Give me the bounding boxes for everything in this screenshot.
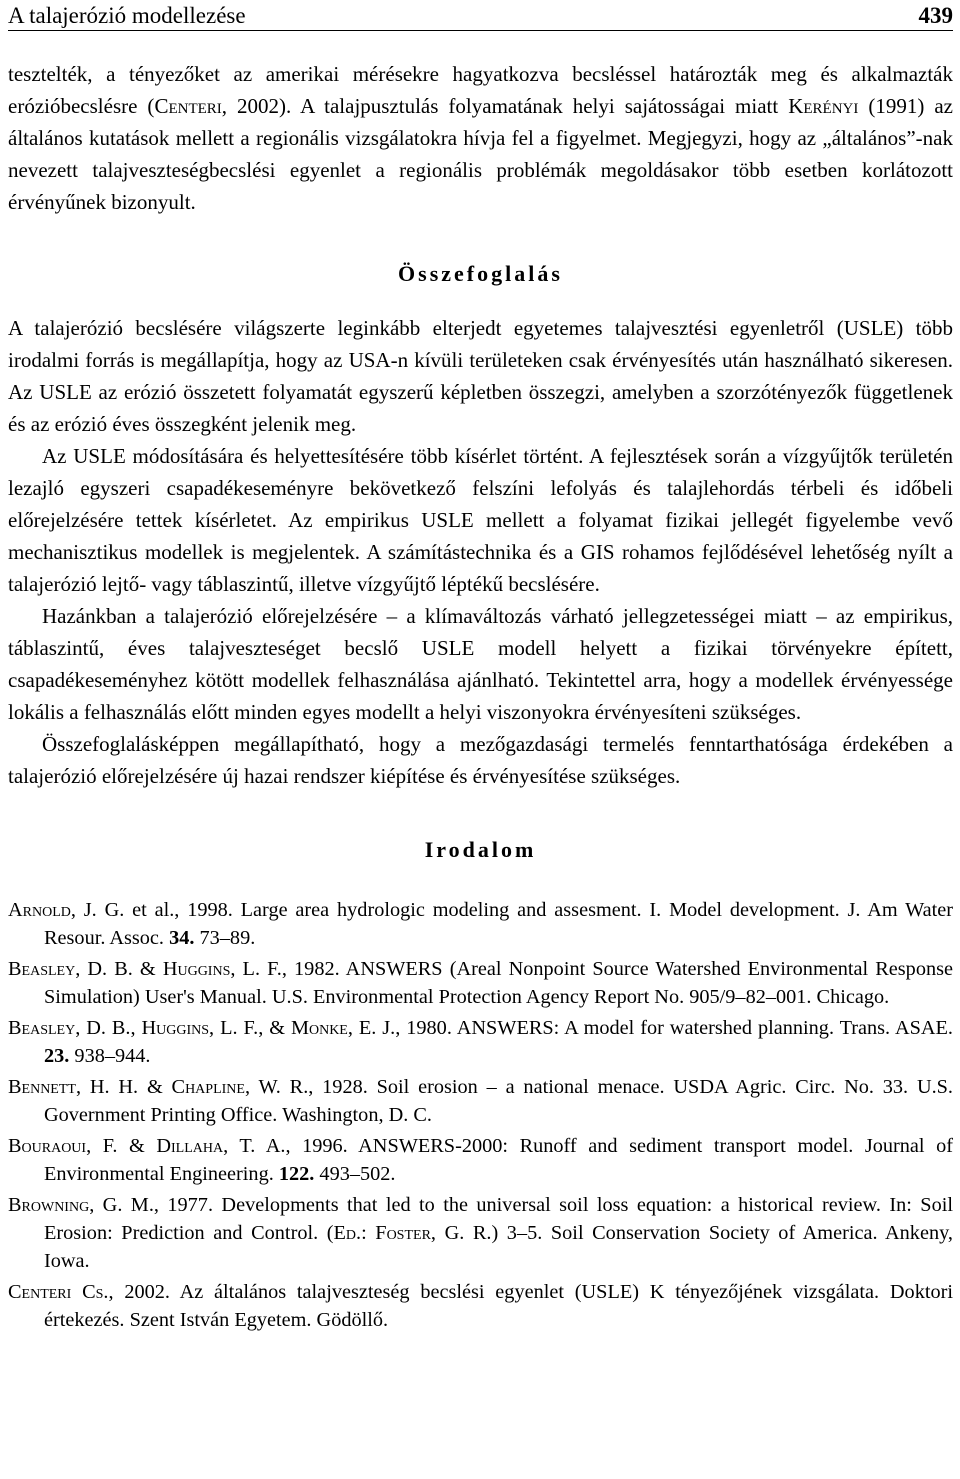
author-name: Chapline [171, 1076, 245, 1098]
reference-item [8, 1073, 953, 1129]
summary-paragraph: Hazánkban a talajerózió előrejelzésére – a klímaváltozás várható jellegzetességei miatt – az empirikus, táblaszintű, éves talajveszteséget becslő USLE modell helyett a fizikai törvényekre épített, csapadékeseményhez kötött modellek felhasználása ajánlható. Tekintettel arra, hogy a modellek érvényessége lokális a felhasználás előtt minden egyes modellt a helyi viszonyokra érvényesíteni szükséges. [8, 604, 953, 724]
author-name: Beasley [8, 1017, 76, 1039]
reference-item [8, 1278, 953, 1334]
author-name: Dillaha [156, 1135, 224, 1157]
text-run: , T. A., 1996. ANSWERS-2000: Runoff and sediment transport model. Journal of Environmental Engineering. [44, 1135, 953, 1185]
text-run: , E. J., 1980. ANSWERS: A model for watershed planning. Trans. ASAE. [347, 1017, 953, 1039]
author-name: Foster [375, 1222, 431, 1244]
reference-item [8, 955, 953, 1011]
reference-item [8, 896, 953, 952]
text-run: , G. M., 1977. Developments that led to the universal soil loss equation: a historical review. In: Soil Erosion: Prediction and Control. ( [44, 1194, 953, 1244]
author-name: Kerényi [788, 94, 859, 118]
running-header [8, 0, 953, 31]
text-run: , 2002). A talajpusztulás folyamatának helyi sajátosságai miatt [221, 94, 789, 118]
text-run: tesztelték, a tényezőket az amerikai mérésekre hagyatkozva becsléssel határozták meg és alkalmazták erózióbecslésre ( [8, 62, 953, 118]
intro-paragraph [8, 58, 953, 218]
summary-paragraph: A talajerózió becslésére világszerte leginkább elterjedt egyetemes talajvesztési egyenletről (USLE) több irodalmi forrás is megállapítja, hogy az USA-n kívüli területeken csak érvényesítés után használható sikeresen. Az USLE az erózió összetett folyamatát egyszerű képletben összegzi, amelyben a szorzótényezők függetlenek és az erózió éves összegként jelenik meg. [8, 316, 953, 436]
text-run: , H. H. & [75, 1076, 172, 1098]
author-name: Browning [8, 1194, 90, 1216]
text-run: , J. G. et al., 1998. Large area hydrologic modeling and assesment. I. Model development. J. Am Water Resour. Assoc. [44, 899, 953, 949]
text-run: , 2002. Az általános talajveszteség becslési egyenlet (USLE) K tényezőjének vizsgálata. Doktori értekezés. Szent István Egyetem. Gödöllő. [44, 1281, 953, 1331]
text-run: , D. B. & [75, 958, 163, 980]
author-name: Bennett [8, 1076, 76, 1098]
author-name: Huggins [141, 1017, 210, 1039]
author-name: Bouraoui [8, 1135, 87, 1157]
volume-number: 34. [169, 927, 195, 949]
text-run: : [361, 1222, 376, 1244]
text-run: , L. F., 1982. ANSWERS (Areal Nonpoint Source Watershed Environmental Response Simulation) User's Manual. U.S. Environmental Protection Agency Report No. 905/9–82–001. Chicago. [44, 958, 953, 1008]
summary-paragraph: Összefoglalásképpen megállapítható, hogy a mezőgazdasági termelés fenntarthatósága érdekében a talajerózió előrejelzésére új hazai rendszer kiépítése és érvényesítése szükséges. [8, 732, 953, 788]
author-name: Arnold [8, 899, 71, 921]
running-title: A talajerózió modellezése [8, 3, 246, 28]
text-run: , G. R.) 3–5. Soil Conservation Society of America. Ankeny, Iowa. [44, 1222, 953, 1272]
text-run: , L. F., & [209, 1017, 291, 1039]
text-run: 493–502. [314, 1163, 396, 1185]
author-name: Beasley [8, 958, 76, 980]
summary-paragraph: Az USLE módosítására és helyettesítésére több kísérlet történt. A fejlesztések során a vízgyűjtők területén lezajló egyszeri csapadékeseményre bekövetkező felszíni lefolyás és talajlehordás térbeli és időbeli előrejelzésére tettek kísérletet. Az empirikus USLE mellett a folyamat fizikai jellegét figyelembe vevő mechanisztikus modellek is megjelentek. A számítástechnika és a GIS rohamos fejlődésével lehetőség nyílt a talajerózió lejtő- vagy táblaszintű, illetve vízgyűjtő léptékű becslésére. [8, 444, 953, 596]
volume-number: 23. [44, 1045, 70, 1067]
text-run: (1991) az általános kutatások mellett a regionális vizsgálatokra hívja fel a figyelmet. Megjegyzi, hogy az „általános”-nak nevezett talajveszteségbecslési egyenlet a regionális problémák megoldásakor több esetben korlátozott érvényűnek bizonyult. [8, 94, 954, 214]
author-name: Ed. [333, 1222, 362, 1244]
references-heading: Irodalom [424, 837, 537, 862]
text-run: 938–944. [69, 1045, 151, 1067]
summary-heading: Összefoglalás [398, 261, 563, 286]
author-name: Centeri Cs. [8, 1281, 109, 1303]
references-list [8, 896, 953, 1334]
page-number: 439 [918, 3, 953, 28]
author-name: Centeri [154, 94, 222, 118]
reference-item [8, 1132, 953, 1188]
reference-item [8, 1014, 953, 1070]
author-name: Huggins [162, 958, 231, 980]
author-name: Monke [290, 1017, 348, 1039]
reference-item [8, 1191, 953, 1275]
text-run: 73–89. [194, 927, 256, 949]
text-run: , D. B., [75, 1017, 142, 1039]
text-run: , F. & [86, 1135, 157, 1157]
text-run: , W. R., 1928. Soil erosion – a national menace. USDA Agric. Circ. No. 33. U.S. Government Printing Office. Washington, D. C. [44, 1076, 954, 1126]
volume-number: 122. [278, 1163, 315, 1185]
